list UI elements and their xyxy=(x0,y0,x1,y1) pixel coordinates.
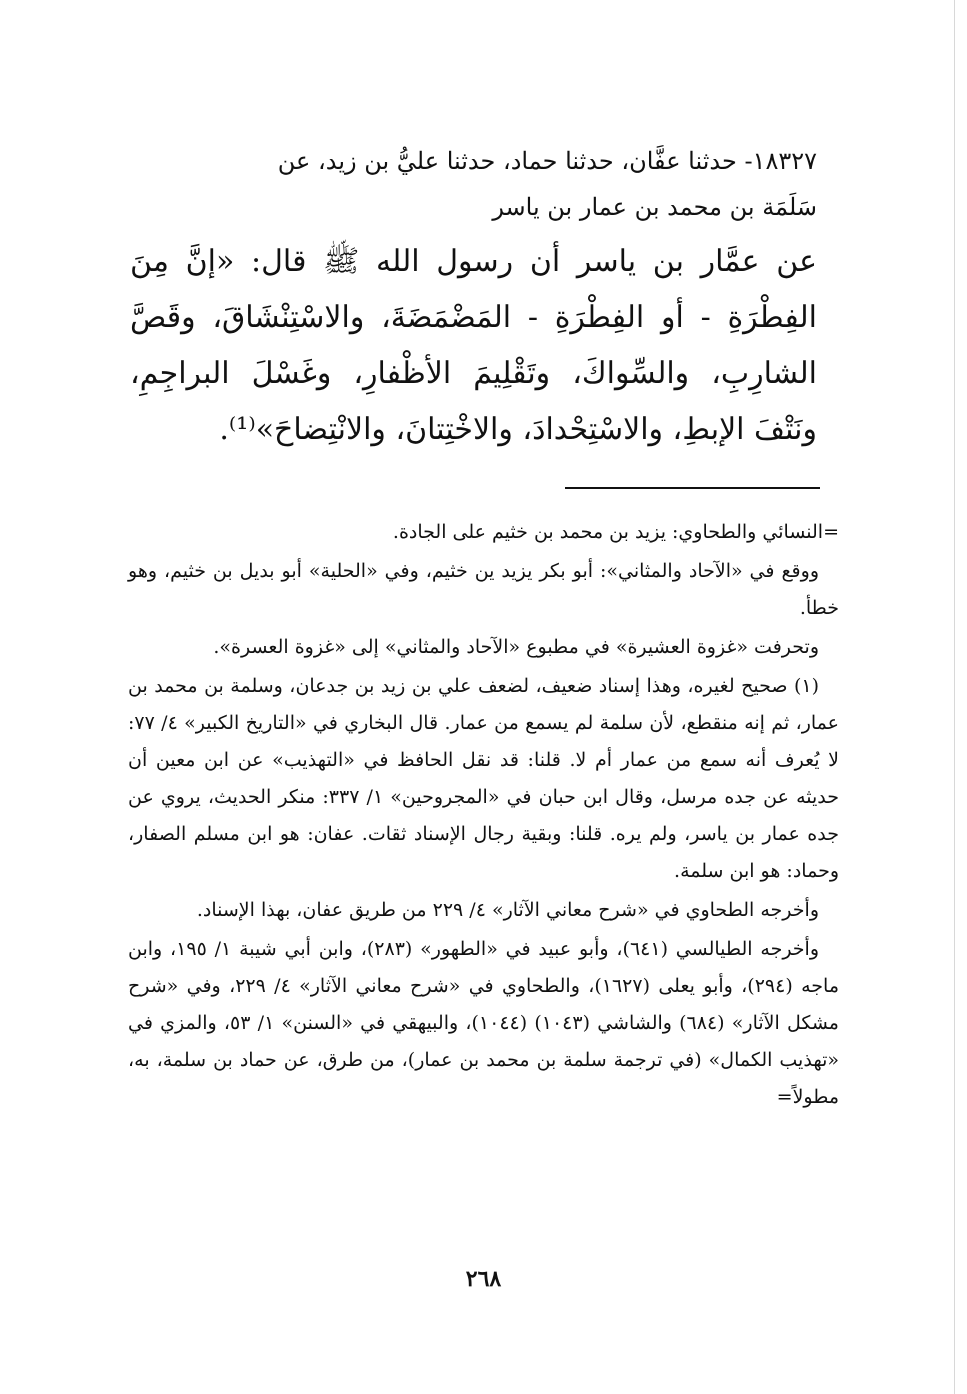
matn-text: عن عمَّار بن ياسر أن رسول الله ﷺ قال: «إنَّ مِنَ الفِطْرَةِ - أو الفِطْرَةِ - المَضْمَضَةَ، والاسْتِنْشَاقَ، وقَصَّ الشارِبِ، والسِّواكَ، وتَقْلِيمَ الأظْفارِ، وغَسْلَ البراجِمِ، ونَتْفَ الإبطِ، والاسْتِحْدادَ، والاخْتِتانَ، والانْتِضاحَ»⁽¹⁾. xyxy=(130,244,817,447)
isnad-line-1: ١٨٣٢٧- حدثنا عفَّان، حدثنا حماد، حدثنا عليُّ بن زيد، عن xyxy=(277,147,817,175)
footnote-paragraph: وتحرفت «غزوة العشيرة» في مطبوع «الآحاد والمثاني» إلى «غزوة العسرة». xyxy=(213,636,819,658)
footnote-separator xyxy=(565,487,820,489)
footnote-paragraph: ووقع في «الآحاد والمثاني»: أبو بكر يزيد ين خثيم، وفي «الحلية» أبو بديل بن خثيم، وهو خطأ. xyxy=(128,560,839,619)
footnote-paragraph: (١) صحيح لغيره، وهذا إسناد ضعيف، لضعف علي بن زيد بن جدعان، وسلمة بن محمد بن عمار، ثم إنه منقطع، لأن سلمة لم يسمع من عمار. قال البخاري في «التاريخ الكبير» ٤/ ٧٧: لا يُعرف أنه سمع من عمار أم لا. قلنا: قد نقل الحافظ في «التهذيب» عن ابن معين أن حديثه عن جده مرسل، وقال ابن حبان في «المجروحين» ١/ ٣٣٧: منكر الحديث، يروي عن جده عمار بن ياسر، ولم يره. قلنا: وبقية رجال الإسناد ثقات. عفان: هو ابن مسلم الصفار، وحماد: هو ابن سلمة. xyxy=(128,675,840,882)
footnote-paragraph: وأخرجه الطحاوي في «شرح معاني الآثار» ٤/ ٢٢٩ من طريق عفان، بهذا الإسناد. xyxy=(196,899,819,921)
page-number: ٢٦٨ xyxy=(465,1266,502,1292)
footnote-paragraph: =النسائي والطحاوي: يزيد بن محمد بن خثيم على الجادة. xyxy=(392,521,839,543)
hadith-isnad xyxy=(110,138,817,230)
footnote-paragraph: وأخرجه الطيالسي (٦٤١)، وأبو عبيد في «الطهور» (٢٨٣)، وابن أبي شيبة ١/ ١٩٥، وابن ماجه (٢٩٤)، وأبو يعلى (١٦٢٧)، والطحاوي في «شرح معاني الآثار» ٤/ ٢٢٩، وفي «شرح مشكل الآثار» (٦٨٤) والشاشي (١٠٤٣) (١٠٤٤)، والبيهقي في «السنن» ١/ ٥٣، والمزي في «تهذيب الكمال» (في ترجمة سلمة بن محمد بن عمار)، من طرق، عن حماد بن سلمة، به، مطولاً= xyxy=(128,938,839,1108)
scan-edge-line xyxy=(954,0,955,1394)
isnad-line-2: سَلَمَة بن محمد بن عمار بن ياسر xyxy=(492,193,817,221)
hadith-matn xyxy=(130,234,817,458)
footnotes xyxy=(128,514,839,1118)
